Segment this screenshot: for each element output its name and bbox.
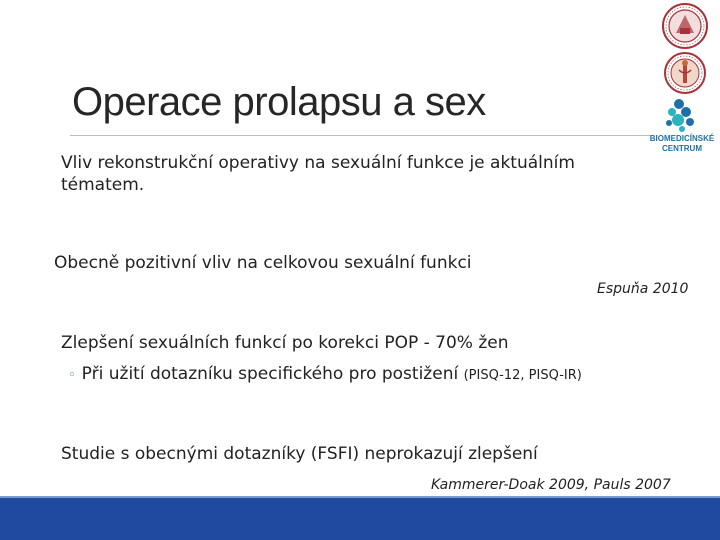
bottom-bar — [0, 498, 720, 540]
paragraph-3-subitem — [68, 364, 582, 384]
bullet-icon: ◦ — [68, 368, 76, 383]
biomedical-center-line1: BIOMEDICÍNSKÉ — [649, 134, 715, 143]
biomedical-center-line2: CENTRUM — [662, 144, 702, 153]
subitem-text: Při užití dotazníku specifického pro postižení — [81, 364, 459, 384]
biomedical-center-label — [645, 134, 719, 154]
university-seal-icon — [662, 3, 708, 49]
slide-title: Operace prolapsu a sex — [72, 80, 486, 124]
faculty-seal-icon — [664, 52, 706, 94]
subitem-small-text: (PISQ-12, PISQ-IR) — [463, 368, 582, 383]
citation-1: Espuňa 2010 — [597, 281, 689, 297]
citation-2: Kammerer-Doak 2009, Pauls 2007 — [431, 477, 671, 493]
paragraph-4: Studie s obecnými dotazníky (FSFI) neprokazují zlepšení — [61, 444, 538, 464]
title-divider — [70, 135, 650, 136]
paragraph-2: Obecně pozitivní vliv na celkovou sexuální funkci — [54, 253, 472, 273]
paragraph-3: Zlepšení sexuálních funkcí po korekci POP - 70% žen — [61, 333, 509, 353]
paragraph-1: Vliv rekonstrukční operativy na sexuální funkce je aktuálním tématem. — [61, 153, 575, 195]
